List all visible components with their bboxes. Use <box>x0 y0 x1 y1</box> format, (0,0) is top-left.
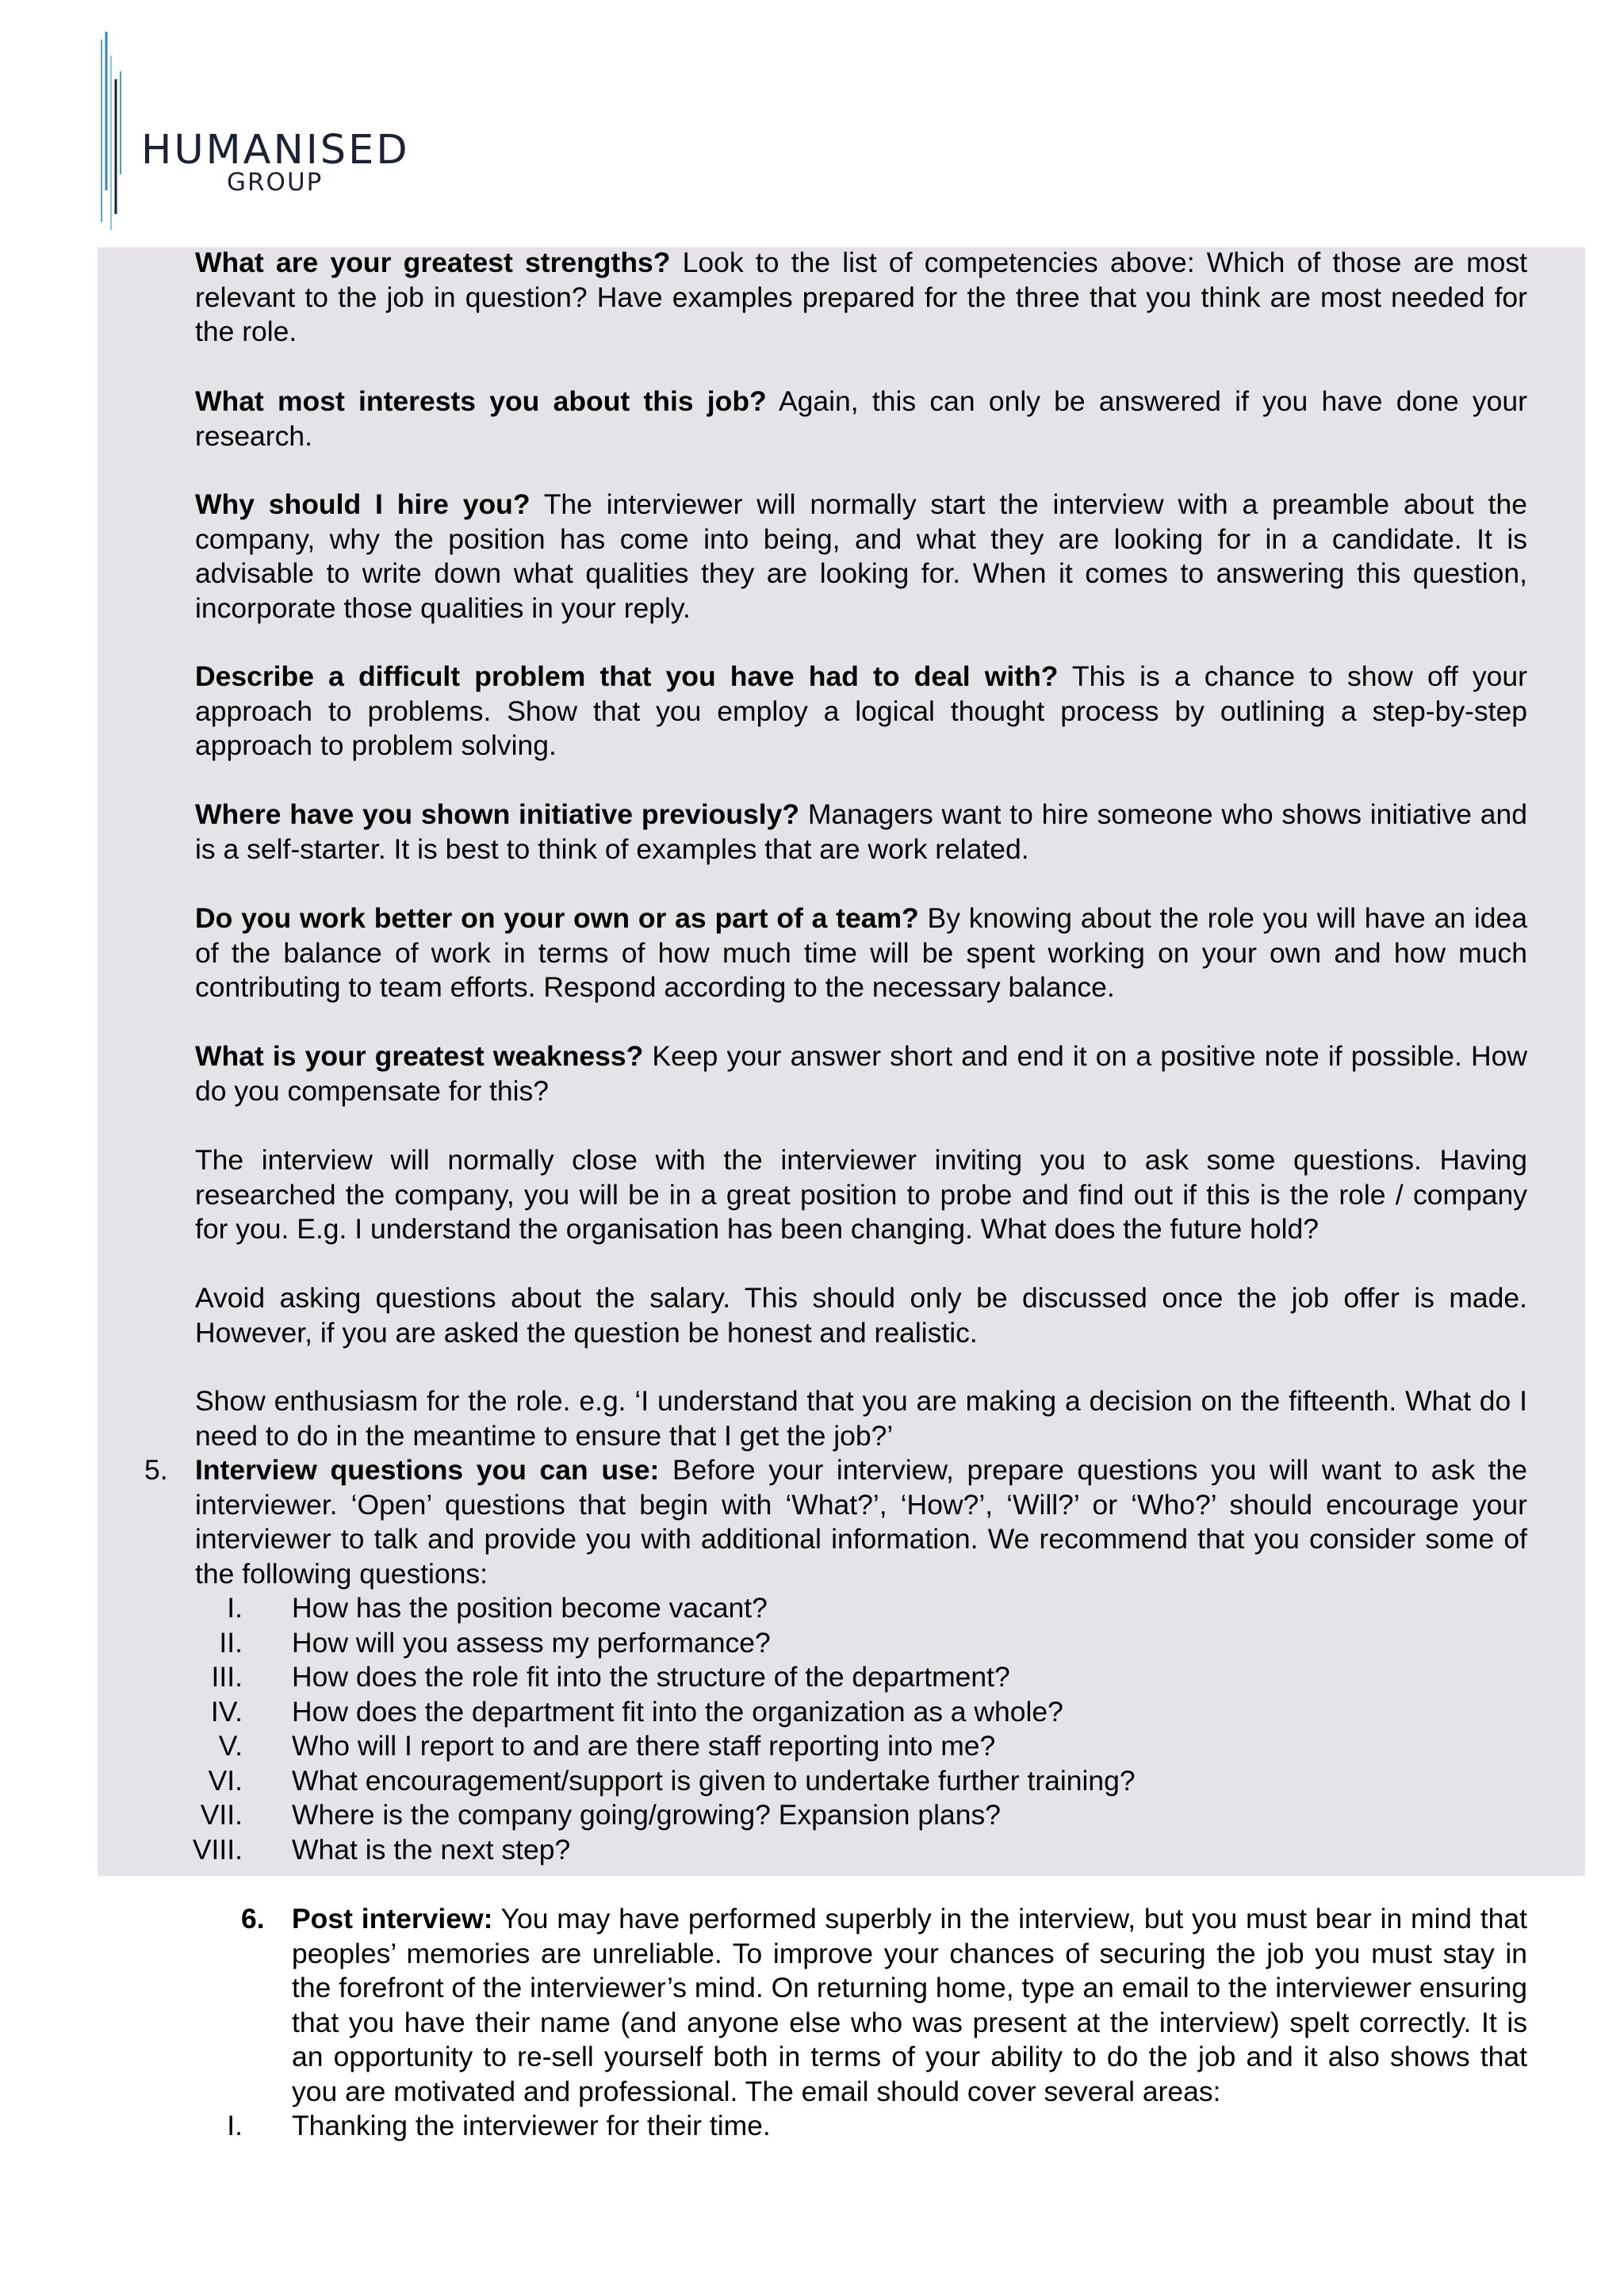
question-answer: This is a chance to show off your approach to problems. Show that you employ a logical thought process by outlining a step-by-step approach to problem solving. <box>195 660 1527 761</box>
question-block <box>195 488 1527 626</box>
section-6-body: You may have performed superbly in the interview, but you must bear in mind that peoples’ memories are unreliable. To improve your chances of securing the job you must stay in the forefront of the interviewer’s mind. On returning home, type an email to the interviewer ensuring that you have their name (and anyone else who was present at the interview) spelt correctly. It is an opportunity to re-sell yourself both in terms of your ability to do the job and it also shows that you are motivated and professional. The email should cover several areas: <box>292 1903 1527 2107</box>
list-item: Where is the company going/growing? Expansion plans? <box>292 1799 1001 1831</box>
list-item: Thanking the interviewer for their time. <box>292 2110 771 2141</box>
list-item-number: VII. <box>200 1799 243 1831</box>
list-item: How will you assess my performance? <box>292 1627 771 1659</box>
list-item: What encouragement/support is given to undertake further training? <box>292 1765 1136 1797</box>
list-item-number: I. <box>227 1592 243 1624</box>
question-answer: Look to the list of competencies above: Which of those are most relevant to the job in question? Have examples prepared for the three that you think are most needed for the role. <box>195 247 1527 347</box>
question-block <box>195 660 1527 763</box>
section-6-number: 6. <box>241 1903 265 1934</box>
question-block <box>195 246 1527 350</box>
question-answer: Keep your answer short and end it on a positive note if possible. How do you compensate for this? <box>195 1040 1527 1107</box>
humanised-group-logo <box>94 32 427 230</box>
list-item-number: I. <box>227 2110 243 2141</box>
section-5-text <box>195 1453 1527 1591</box>
question-heading: Why should I hire you? <box>195 488 530 520</box>
question-heading: What are your greatest strengths? <box>195 247 671 278</box>
list-item-number: III. <box>211 1661 243 1693</box>
list-item-number: II. <box>219 1627 243 1659</box>
question-answer: The interviewer will normally start the interview with a preamble about the company, why the position has come into being, and what they are looking for in a candidate. It is advisable to write down what qualities they are looking for. When it comes to answering this question, incorporate those qualities in your reply. <box>195 488 1527 624</box>
logo-word: HUMANISED <box>141 127 410 174</box>
question-heading: What most interests you about this job? <box>195 385 767 417</box>
logo-lines-icon <box>94 32 141 230</box>
section-5-body: Before your interview, prepare questions you will want to ask the interviewer. ‘Open’ questions that begin with ‘What?’, ‘How?’, ‘Will?’ or ‘Who?’ should encourage your interviewer to talk and provide you with additional information. We recommend that you consider some of the following questions: <box>195 1454 1527 1590</box>
question-block <box>195 385 1527 453</box>
question-block <box>195 798 1527 867</box>
list-item-number: VI. <box>208 1765 243 1797</box>
section-5-number: 5. <box>144 1454 168 1486</box>
question-answer: Managers want to hire someone who shows initiative and is a self-starter. It is best to think of examples that are work related. <box>195 798 1528 865</box>
list-item: How has the position become vacant? <box>292 1592 768 1624</box>
list-item: Who will I report to and are there staff reporting into me? <box>292 1730 996 1762</box>
question-heading: Describe a difficult problem that you have had to deal with? <box>195 660 1059 692</box>
logo-sub: GROUP <box>227 168 324 197</box>
list-item-number: VIII. <box>192 1834 243 1866</box>
question-block <box>195 1039 1527 1108</box>
paragraph: Show enthusiasm for the role. e.g. ‘I understand that you are making a decision on the fifteenth. What do I need to do in the meantime to ensure that I get the job?’ <box>195 1385 1527 1452</box>
question-heading: Do you work better on your own or as part of a team? <box>195 902 919 934</box>
section-6-heading: Post interview: <box>292 1903 493 1934</box>
section-6-text <box>292 1902 1527 2109</box>
question-answer: By knowing about the role you will have an idea of the balance of work in terms of how much time will be spent working on your own and how much contributing to team efforts. Respond according to the necessary balance. <box>195 902 1527 1003</box>
list-item: What is the next step? <box>292 1834 571 1866</box>
list-item-number: IV. <box>210 1696 243 1728</box>
list-item: How does the department fit into the organization as a whole? <box>292 1696 1063 1728</box>
list-item-number: V. <box>218 1730 243 1762</box>
paragraph: The interview will normally close with the interviewer inviting you to ask some questions. Having researched the company, you will be in a great position to probe and find out if this is the role / company for you. E.g. I understand the organisation has been changing. What does the future hold? <box>195 1144 1527 1245</box>
question-heading: What is your greatest weakness? <box>195 1040 644 1072</box>
question-heading: Where have you shown initiative previously? <box>195 798 800 830</box>
question-block <box>195 901 1527 1005</box>
list-item: How does the role fit into the structure of the department? <box>292 1661 1010 1693</box>
question-answer: Again, this can only be answered if you have done your research. <box>195 385 1527 452</box>
section-5-heading: Interview questions you can use: <box>195 1454 660 1486</box>
paragraph: Avoid asking questions about the salary. This should only be discussed once the job offer is made. However, if you are asked the question be honest and realistic. <box>195 1282 1527 1349</box>
